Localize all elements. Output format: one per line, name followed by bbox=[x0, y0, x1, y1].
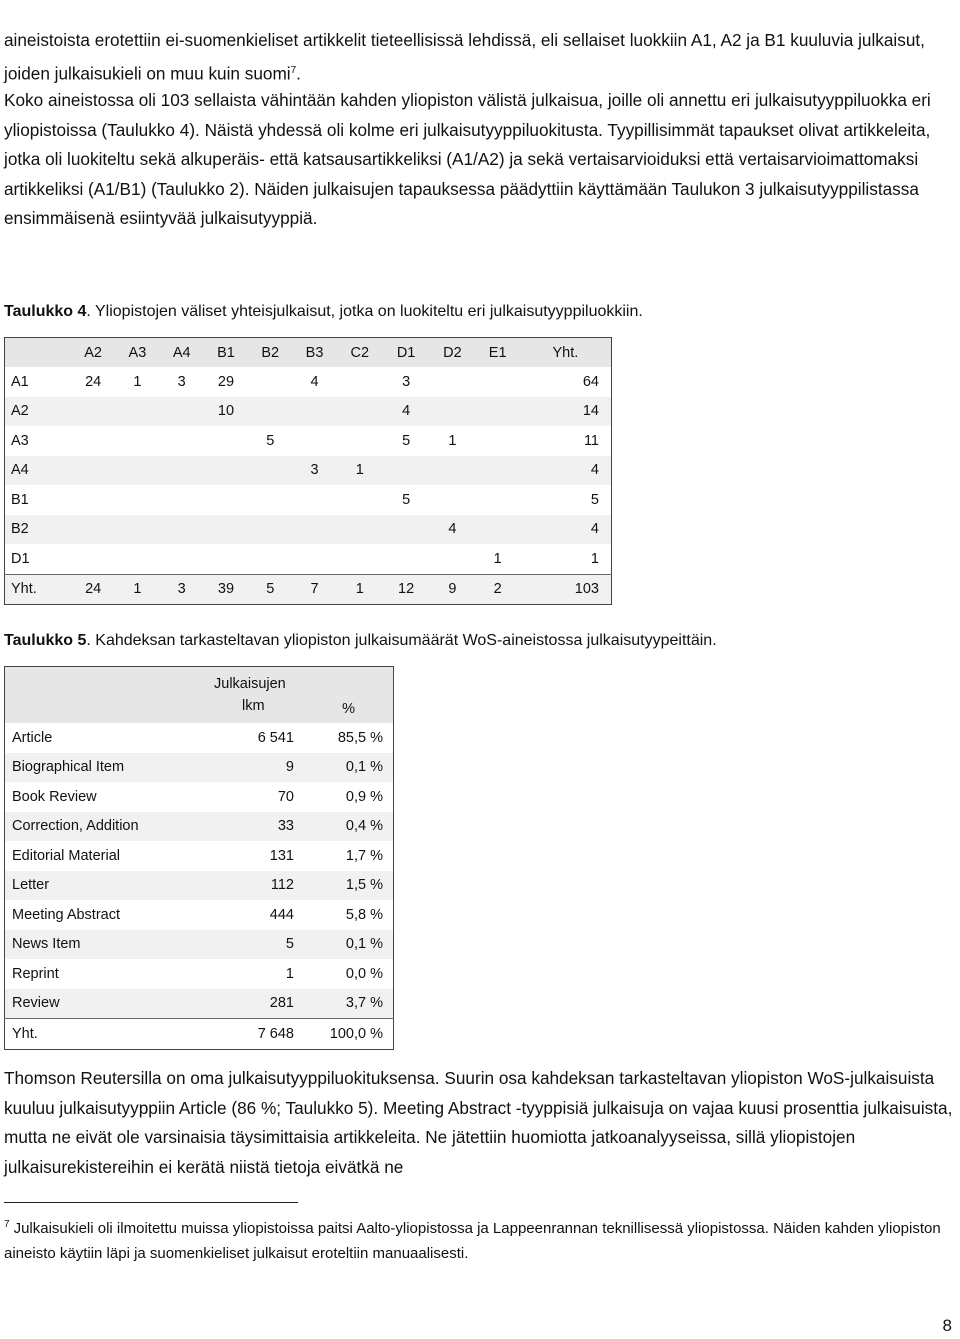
table4-cell bbox=[337, 544, 383, 574]
table4-cell bbox=[115, 397, 159, 427]
table4-cell bbox=[292, 485, 336, 515]
intro-paragraph: aineistoista erotettiin ei-suomenkieliset artikkelit tieteellisissä lehdissä, eli sellaiset luokkiin A1, A2 ja B1 kuuluvia julkaisut, joiden julkaisukieli on muu kuin suomi$^7$. bbox=[4, 30, 925, 84]
main-paragraph: Koko aineistossa oli 103 sellaista vähintään kahden yliopiston välistä julkaisua, joille oli annettu eri julkaisutyyppiluokka eri yliopistoissa (Taulukko 4). Näistä yhdessä oli kolme eri julkaisutyyppiluokitusta. Tyypillisimmät tapaukset olivat artikkeleita, jotka oli luokiteltu sekä alkuperäis- että katsausartikkeliksi (A1/A2) ja sekä vertaisarvioiduksi että vertaisarvioimattomaksi artikkeliksi (A1/B1) (Taulukko 2). Näiden julkaisujen tapauksessa päädyttiin käyttämään Taulukon 3 julkaisutyyppilistassa ensimmäisenä esiintyvää julkaisutyyppiä. bbox=[4, 90, 931, 228]
table5-cell-pct: 1,7 % bbox=[310, 841, 394, 871]
table5-cell-name: Meeting Abstract bbox=[5, 900, 205, 930]
table4-row-label: A1 bbox=[5, 367, 72, 397]
table5-caption bbox=[4, 632, 717, 650]
table4-caption-text: . Yliopistojen väliset yhteisjulkaisut, jotka on luokiteltu eri julkaisutyyppiluokkiin. bbox=[86, 303, 643, 320]
table4-cell bbox=[476, 515, 520, 545]
table4-cell: 5 bbox=[248, 574, 292, 605]
table4-col-header: A2 bbox=[71, 338, 115, 368]
table4-cell: 5 bbox=[383, 485, 429, 515]
table4-row-label: A3 bbox=[5, 426, 72, 456]
table5-cell-pct: 0,4 % bbox=[310, 812, 394, 842]
table5-cell-pct: 85,5 % bbox=[310, 723, 394, 753]
table4-row bbox=[5, 397, 612, 427]
table4-cell bbox=[383, 544, 429, 574]
table4-cell bbox=[160, 485, 204, 515]
table4-col-header: E1 bbox=[476, 338, 520, 368]
table4-cell bbox=[383, 515, 429, 545]
table4-cell: 10 bbox=[204, 397, 248, 427]
table5-row bbox=[5, 782, 394, 812]
table4-cell bbox=[292, 397, 336, 427]
footnote-reference: 7 bbox=[290, 64, 297, 76]
table4-cell: 4 bbox=[520, 456, 612, 486]
table4-cell bbox=[160, 515, 204, 545]
table4-cell bbox=[160, 456, 204, 486]
table4-cell bbox=[337, 485, 383, 515]
table4-cell bbox=[71, 426, 115, 456]
table4-cell: 9 bbox=[429, 574, 475, 605]
table4-cell: 1 bbox=[337, 456, 383, 486]
footnote bbox=[4, 1212, 956, 1266]
table4-row-label: Yht. bbox=[5, 574, 72, 605]
table5-row bbox=[5, 753, 394, 783]
table4-cell: 3 bbox=[383, 367, 429, 397]
page-number: 8 bbox=[942, 1316, 952, 1335]
table5-corner-cell bbox=[5, 667, 205, 724]
table4-cell bbox=[71, 544, 115, 574]
table4-cell bbox=[71, 397, 115, 427]
table5-cell-name: Book Review bbox=[5, 782, 205, 812]
table4-cell bbox=[160, 397, 204, 427]
table4-cell: 1 bbox=[429, 426, 475, 456]
table4-caption bbox=[4, 303, 643, 321]
table5-header-row bbox=[5, 667, 394, 724]
table4-col-header: B3 bbox=[292, 338, 336, 368]
table4-cell bbox=[429, 456, 475, 486]
table4-col-header: B2 bbox=[248, 338, 292, 368]
table5-cell-lkm: 1 bbox=[204, 959, 310, 989]
table4-cell bbox=[383, 456, 429, 486]
table4-cell bbox=[115, 515, 159, 545]
table4-col-header: A3 bbox=[115, 338, 159, 368]
table4-row bbox=[5, 515, 612, 545]
table4-cell: 12 bbox=[383, 574, 429, 605]
table4-cell: 64 bbox=[520, 367, 612, 397]
table4-cell bbox=[204, 544, 248, 574]
table5-caption-text: . Kahdeksan tarkasteltavan yliopiston julkaisumäärät WoS-aineistossa julkaisutyypeittäin. bbox=[86, 632, 717, 649]
table4-cell: 2 bbox=[476, 574, 520, 605]
table4-row bbox=[5, 544, 612, 574]
table4-cell: 3 bbox=[292, 456, 336, 486]
table5 bbox=[4, 666, 394, 1050]
table5-cell-pct: 0,0 % bbox=[310, 959, 394, 989]
table4-cell: 1 bbox=[520, 544, 612, 574]
table5-cell-pct: 100,0 % bbox=[310, 1019, 394, 1050]
table4-cell: 1 bbox=[337, 574, 383, 605]
table4-cell bbox=[337, 397, 383, 427]
table4-corner-cell bbox=[5, 338, 72, 368]
table4-caption-label: Taulukko 4 bbox=[4, 303, 87, 320]
table4-cell: 5 bbox=[248, 426, 292, 456]
table4-row bbox=[5, 574, 612, 605]
table4-row-label: D1 bbox=[5, 544, 72, 574]
table5-row bbox=[5, 812, 394, 842]
table5-cell-lkm: 70 bbox=[204, 782, 310, 812]
table5-row bbox=[5, 1019, 394, 1050]
table4-cell bbox=[248, 515, 292, 545]
table4-cell: 5 bbox=[520, 485, 612, 515]
table5-cell-name: Yht. bbox=[5, 1019, 205, 1050]
table5-cell-pct: 0,9 % bbox=[310, 782, 394, 812]
footnote-divider bbox=[4, 1202, 298, 1203]
table4-cell bbox=[292, 515, 336, 545]
table5-cell-lkm: 6 541 bbox=[204, 723, 310, 753]
table4-cell bbox=[115, 426, 159, 456]
table4-cell: 1 bbox=[115, 574, 159, 605]
table4-cell bbox=[476, 367, 520, 397]
table4-cell bbox=[292, 544, 336, 574]
table5-cell-name: Reprint bbox=[5, 959, 205, 989]
table5-row bbox=[5, 900, 394, 930]
table4-cell bbox=[71, 456, 115, 486]
table4-cell bbox=[337, 426, 383, 456]
table5-cell-name: Editorial Material bbox=[5, 841, 205, 871]
table5-cell-lkm: 33 bbox=[204, 812, 310, 842]
table5-cell-lkm: 112 bbox=[204, 871, 310, 901]
after-paragraph: Thomson Reutersilla on oma julkaisutyyppiluokituksensa. Suurin osa kahdeksan tarkasteltavan yliopiston WoS-julkaisuista kuuluu julkaisutyyppiin Article (86 %; Taulukko 5). Meeting Abstract -tyyppisiä julkaisuja on vajaa kuusi prosenttia julkaisuista, mutta ne eivät ole varsinaisia täysimittaisia artikkeleita. Ne jätettiin huomiotta jatkoanalyyseissa, sillä yliopistojen julkaisurekistereihin ei kerätä niistä tietoja eivätkä ne bbox=[4, 1068, 953, 1177]
table5-cell-name: Correction, Addition bbox=[5, 812, 205, 842]
table5-cell-lkm: 444 bbox=[204, 900, 310, 930]
table4-cell bbox=[71, 485, 115, 515]
table5-cell-pct: 3,7 % bbox=[310, 989, 394, 1019]
table5-cell-lkm: 7 648 bbox=[204, 1019, 310, 1050]
table4-cell bbox=[204, 426, 248, 456]
table5-cell-lkm: 9 bbox=[204, 753, 310, 783]
table4-col-header: D2 bbox=[429, 338, 475, 368]
table4-cell bbox=[71, 515, 115, 545]
table4-cell: 3 bbox=[160, 367, 204, 397]
table4-col-header: A4 bbox=[160, 338, 204, 368]
table4-cell bbox=[248, 397, 292, 427]
table5-cell-pct: 5,8 % bbox=[310, 900, 394, 930]
table4-cell bbox=[115, 456, 159, 486]
table4-cell bbox=[429, 397, 475, 427]
table4-cell bbox=[248, 485, 292, 515]
table5-cell-name: Article bbox=[5, 723, 205, 753]
table4-cell bbox=[204, 485, 248, 515]
table5-cell-lkm: 281 bbox=[204, 989, 310, 1019]
table4-row-label: A2 bbox=[5, 397, 72, 427]
table5-cell-lkm: 131 bbox=[204, 841, 310, 871]
table4-cell bbox=[292, 426, 336, 456]
footnote-number: 7 bbox=[4, 1219, 10, 1230]
table4 bbox=[4, 337, 612, 605]
table5-body bbox=[5, 723, 394, 1049]
table4-cell bbox=[204, 515, 248, 545]
footnote-text: Julkaisukieli oli ilmoitettu muissa yliopistoissa paitsi Aalto-yliopistossa ja Lappeenrannan teknillisessä yliopistossa. Näiden kahden yliopiston aineisto käytiin läpi ja suomenkieliset julkaisut eroteltiin manuaalisesti. bbox=[4, 1220, 941, 1262]
table4-col-header: C2 bbox=[337, 338, 383, 368]
table5-cell-pct: 0,1 % bbox=[310, 753, 394, 783]
table4-cell: 24 bbox=[71, 367, 115, 397]
table4-cell bbox=[476, 485, 520, 515]
table5-row bbox=[5, 930, 394, 960]
table4-cell bbox=[429, 544, 475, 574]
table4-cell: 29 bbox=[204, 367, 248, 397]
table4-cell: 4 bbox=[292, 367, 336, 397]
table4-cell: 24 bbox=[71, 574, 115, 605]
table4-cell: 3 bbox=[160, 574, 204, 605]
table4-body bbox=[5, 367, 612, 605]
table4-cell: 5 bbox=[383, 426, 429, 456]
table4-cell bbox=[476, 456, 520, 486]
table4-cell: 4 bbox=[383, 397, 429, 427]
table4-col-header: Yht. bbox=[520, 338, 612, 368]
table4-cell: 4 bbox=[429, 515, 475, 545]
table4-cell bbox=[476, 426, 520, 456]
table4-cell bbox=[115, 485, 159, 515]
table4-cell bbox=[204, 456, 248, 486]
table4-cell: 11 bbox=[520, 426, 612, 456]
table5-col-header-pct: % bbox=[310, 667, 394, 724]
table5-cell-name: Biographical Item bbox=[5, 753, 205, 783]
table4-cell: 103 bbox=[520, 574, 612, 605]
table5-cell-name: News Item bbox=[5, 930, 205, 960]
table4-cell bbox=[160, 426, 204, 456]
table5-cell-name: Letter bbox=[5, 871, 205, 901]
table5-cell-pct: 1,5 % bbox=[310, 871, 394, 901]
table4-row-label: B1 bbox=[5, 485, 72, 515]
table4-cell: 7 bbox=[292, 574, 336, 605]
table4-cell: 14 bbox=[520, 397, 612, 427]
table4-col-header: D1 bbox=[383, 338, 429, 368]
table4-row-label: B2 bbox=[5, 515, 72, 545]
table4-cell bbox=[248, 367, 292, 397]
table5-cell-lkm: 5 bbox=[204, 930, 310, 960]
table4-cell bbox=[160, 544, 204, 574]
table4-cell: 39 bbox=[204, 574, 248, 605]
table5-row bbox=[5, 841, 394, 871]
table5-cell-name: Review bbox=[5, 989, 205, 1019]
table4-cell bbox=[337, 367, 383, 397]
table4-cell: 1 bbox=[476, 544, 520, 574]
table5-col-header-lkm: Julkaisujen lkm bbox=[204, 667, 310, 724]
table4-row-label: A4 bbox=[5, 456, 72, 486]
table5-row bbox=[5, 723, 394, 753]
table4-cell: 1 bbox=[115, 367, 159, 397]
table4-cell bbox=[337, 515, 383, 545]
table4-cell bbox=[248, 544, 292, 574]
table4-row bbox=[5, 367, 612, 397]
table5-row bbox=[5, 989, 394, 1019]
table4-row bbox=[5, 485, 612, 515]
table5-caption-label: Taulukko 5 bbox=[4, 632, 87, 649]
table4-cell bbox=[115, 544, 159, 574]
table4-col-header: B1 bbox=[204, 338, 248, 368]
table5-cell-pct: 0,1 % bbox=[310, 930, 394, 960]
table4-cell bbox=[429, 367, 475, 397]
table5-row bbox=[5, 871, 394, 901]
table4-row bbox=[5, 426, 612, 456]
table4-cell bbox=[248, 456, 292, 486]
table4-row bbox=[5, 456, 612, 486]
table5-row bbox=[5, 959, 394, 989]
table4-cell bbox=[429, 485, 475, 515]
table4-cell: 4 bbox=[520, 515, 612, 545]
table4-header-row bbox=[5, 338, 612, 368]
table4-cell bbox=[476, 397, 520, 427]
